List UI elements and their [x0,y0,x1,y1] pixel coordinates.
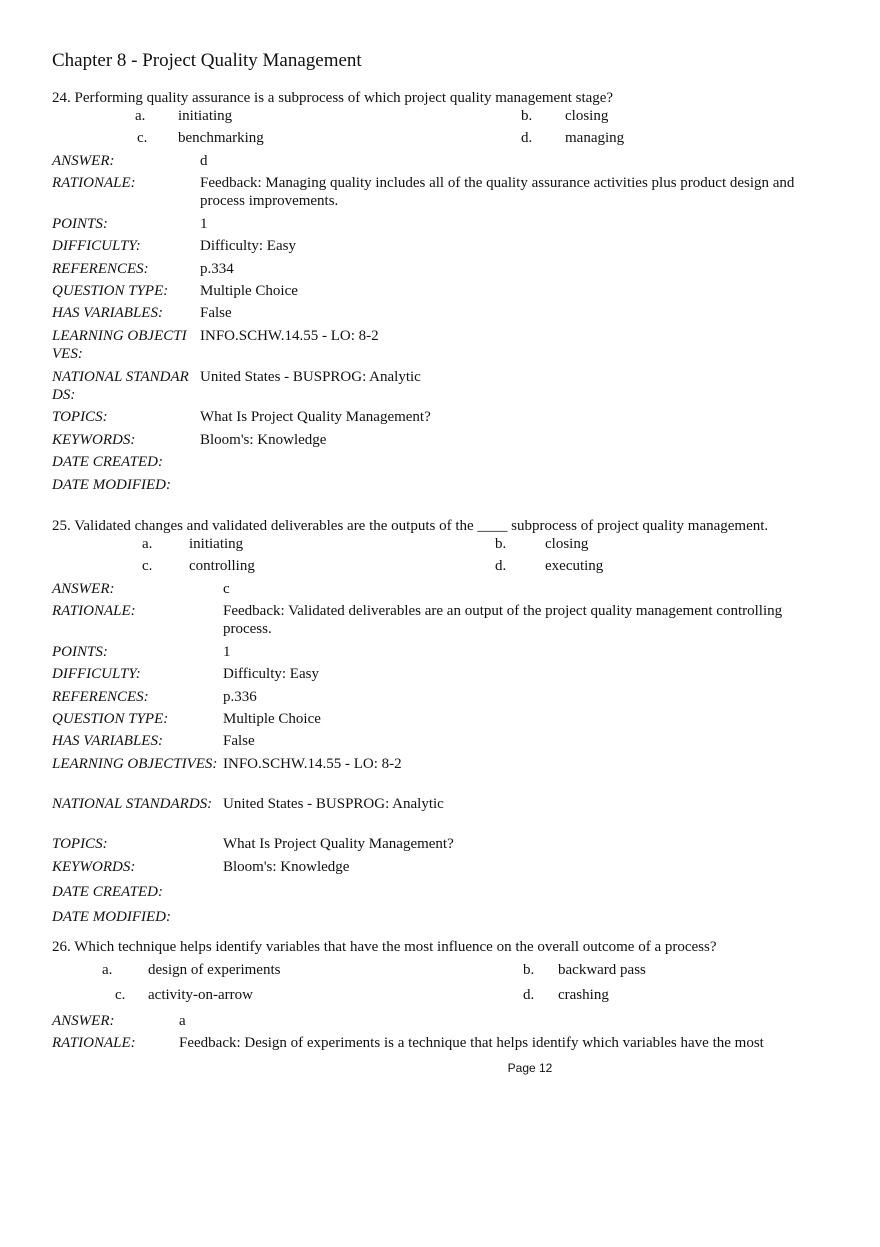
rationale-label: RATIONALE: [52,603,136,619]
difficulty-value: Difficulty: Easy [223,666,319,682]
date-created-label: DATE CREATED: [52,884,163,900]
points-value: 1 [223,644,231,660]
chapter-title: Chapter 8 - Project Quality Management [52,50,362,71]
has-variables-value: False [223,733,255,749]
option-text: activity-on-arrow [148,987,253,1003]
option-letter: d. [495,558,507,574]
question-stem: 26. Which technique helps identify variables that have the most influence on the overall outcome of a process? [52,939,717,955]
question-24 [52,88,842,498]
answer-label: ANSWER: [52,1013,115,1029]
question-stem: 25. Validated changes and validated deliverables are the outputs of the ____ subprocess of project quality management. [52,518,769,534]
national-standards-value: United States - BUSPROG: Analytic [200,369,421,385]
answer-options [52,536,842,580]
option-letter: b. [521,108,533,124]
rationale-label: RATIONALE: [52,175,136,191]
answer-value: d [200,153,208,169]
option-letter: d. [521,130,533,146]
option-text: crashing [558,987,609,1003]
references-label: REFERENCES: [52,261,149,277]
points-label: POINTS: [52,216,108,232]
difficulty-label: DIFFICULTY: [52,238,141,254]
answer-value: a [179,1013,186,1029]
option-text: managing [565,130,625,146]
answer-value: c [223,581,230,597]
answer-label: ANSWER: [52,581,115,597]
difficulty-label: DIFFICULTY: [52,666,141,682]
references-value: p.336 [223,689,257,705]
option-text: backward pass [558,962,646,978]
points-label: POINTS: [52,644,108,660]
topics-value: What Is Project Quality Management? [223,836,454,852]
rationale-value: Feedback: Design of experiments is a technique that helps identify which variables have the most [179,1035,764,1051]
question-25 [52,516,842,930]
option-letter: a. [135,108,146,124]
question-metadata [52,580,842,930]
date-created-label: DATE CREATED: [52,454,163,470]
question-metadata [52,1012,842,1056]
answer-options [52,108,842,152]
option-text: closing [565,108,609,124]
date-modified-label: DATE MODIFIED: [52,909,171,925]
option-letter: a. [142,536,153,552]
topics-value: What Is Project Quality Management? [200,409,431,425]
question-type-label: QUESTION TYPE: [52,711,169,727]
option-letter: c. [115,987,126,1003]
question-type-value: Multiple Choice [200,283,298,299]
national-standards-label: NATIONAL STANDARDS: [52,369,189,403]
date-modified-label: DATE MODIFIED: [52,477,171,493]
keywords-value: Bloom's: Knowledge [223,859,350,875]
question-stem: 24. Performing quality assurance is a subprocess of which project quality management stage? [52,90,614,106]
question-26 [52,937,842,1056]
learning-objectives-label: LEARNING OBJECTIVES: [52,328,187,362]
option-text: initiating [189,536,244,552]
learning-objectives-value: INFO.SCHW.14.55 - LO: 8-2 [200,328,379,344]
option-text: initiating [178,108,233,124]
has-variables-label: HAS VARIABLES: [52,305,163,321]
option-text: benchmarking [178,130,264,146]
option-letter: a. [102,962,113,978]
question-type-value: Multiple Choice [223,711,321,727]
keywords-value: Bloom's: Knowledge [200,432,327,448]
points-value: 1 [200,216,208,232]
page-number: Page 12 [507,1061,553,1075]
national-standards-label: NATIONAL STANDARDS: [52,796,213,812]
option-text: design of experiments [148,962,281,978]
option-letter: c. [137,130,148,146]
topics-label: TOPICS: [52,836,108,852]
question-metadata [52,152,842,498]
option-text: closing [545,536,589,552]
learning-objectives-value: INFO.SCHW.14.55 - LO: 8-2 [223,756,402,772]
difficulty-value: Difficulty: Easy [200,238,296,254]
option-letter: c. [142,558,153,574]
topics-label: TOPICS: [52,409,108,425]
references-label: REFERENCES: [52,689,149,705]
option-text: executing [545,558,604,574]
rationale-value: Feedback: Managing quality includes all of the quality assurance activities plus product design and process improvements. [200,175,795,209]
keywords-label: KEYWORDS: [52,432,136,448]
has-variables-value: False [200,305,232,321]
rationale-value: Feedback: Validated deliverables are an output of the project quality management controlling process. [223,603,783,637]
option-text: controlling [189,558,255,574]
references-value: p.334 [200,261,234,277]
rationale-label: RATIONALE: [52,1035,136,1051]
answer-options [52,962,842,1012]
question-type-label: QUESTION TYPE: [52,283,169,299]
has-variables-label: HAS VARIABLES: [52,733,163,749]
option-letter: d. [523,987,535,1003]
option-letter: b. [495,536,507,552]
option-letter: b. [523,962,535,978]
learning-objectives-label: LEARNING OBJECTIVES: [52,756,218,772]
national-standards-value: United States - BUSPROG: Analytic [223,796,444,812]
answer-label: ANSWER: [52,153,115,169]
keywords-label: KEYWORDS: [52,859,136,875]
